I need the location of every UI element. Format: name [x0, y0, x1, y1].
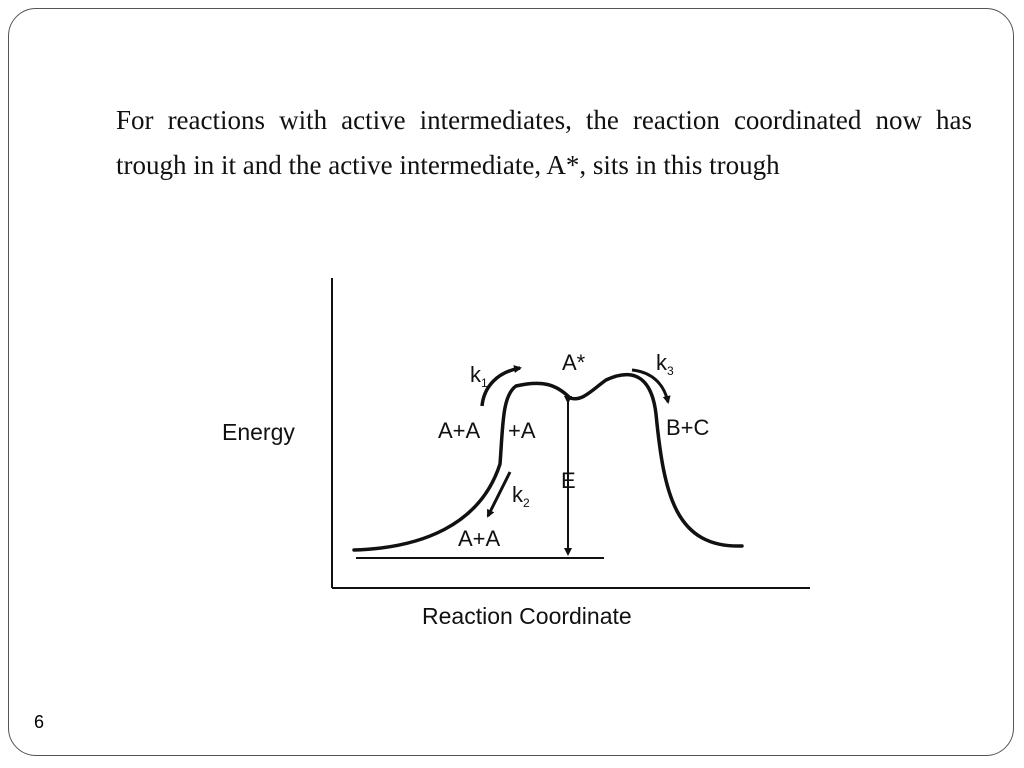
y-axis-label: Energy	[222, 419, 295, 445]
k2-subscript: 2	[523, 496, 530, 510]
k2-label	[512, 482, 530, 510]
k3-subscript: 3	[667, 364, 674, 378]
page-number: 6	[34, 712, 45, 732]
reactants-left-label: A+A	[438, 418, 481, 443]
reactants-right-label: +A	[508, 418, 536, 443]
k2-letter: k	[512, 482, 523, 507]
intermediate-label: A*	[562, 350, 586, 375]
energy-gap-label: E	[561, 468, 576, 493]
energy-curve	[354, 375, 742, 550]
energy-diagram-svg	[220, 276, 810, 630]
energy-diagram	[220, 276, 810, 630]
k1-label	[470, 362, 488, 390]
k2-arrow	[488, 472, 510, 516]
bottom-reactants-label: A+A	[458, 526, 501, 551]
products-label: B+C	[666, 415, 710, 440]
k3-letter: k	[656, 350, 667, 375]
k3-label	[656, 350, 674, 378]
x-axis-label: Reaction Coordinate	[422, 603, 632, 629]
k1-subscript: 1	[481, 376, 488, 390]
k1-letter: k	[470, 362, 481, 387]
body-paragraph: For reactions with active intermediates, the reaction coordinated now has trough in it and the active intermediate, A*, sits in this trough	[116, 105, 972, 180]
